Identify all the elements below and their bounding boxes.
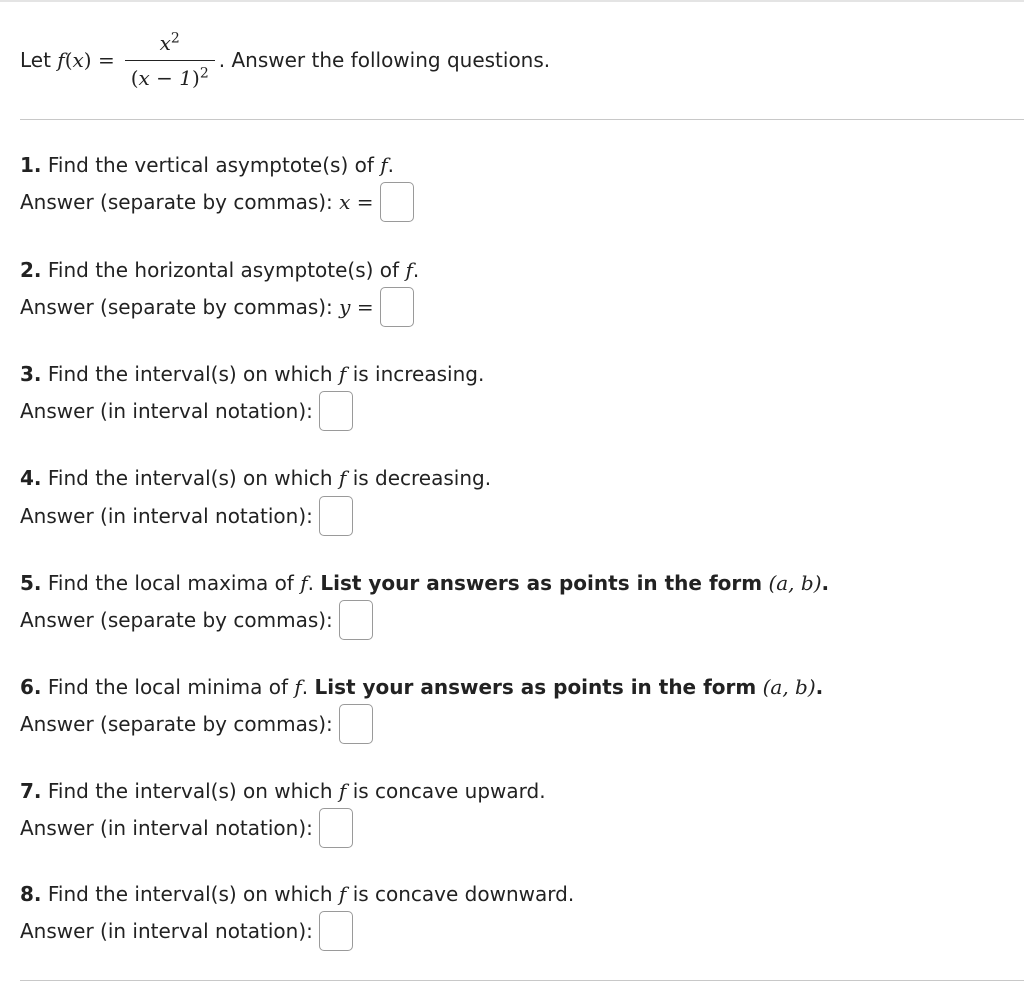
function-name: f: [57, 48, 65, 72]
fraction: [125, 30, 215, 91]
answer-input-5[interactable]: [339, 600, 373, 640]
answer-input-2[interactable]: [380, 287, 414, 327]
answer-label: Answer (in interval notation):: [20, 919, 313, 943]
question-2: 2. Find the horizontal asymptote(s) of f.: [20, 258, 420, 282]
question-4: 4. Find the interval(s) on which f is decreasing.: [20, 466, 492, 490]
question-1: 1. Find the vertical asymptote(s) of f.: [20, 153, 395, 177]
equals-sign: =: [97, 48, 115, 72]
function-arg: x: [72, 48, 84, 72]
answer-input-6[interactable]: [339, 704, 373, 744]
answer-label: Answer (in interval notation):: [20, 504, 313, 528]
problem-statement: Let f ( x ) = $\frac{x^2}{(x - 1)^2}$ . Answer the following questions.: [20, 29, 551, 90]
answer-row-5: [20, 600, 373, 640]
answer-input-7[interactable]: [319, 808, 353, 848]
answer-row-8: [20, 911, 353, 951]
answer-input-1[interactable]: [380, 182, 414, 222]
answer-label: Answer (separate by commas):: [20, 608, 333, 632]
intro-let: Let: [20, 48, 51, 72]
answer-label: Answer (separate by commas):: [20, 295, 333, 319]
question-6: 6. Find the local minima of f. List your answers as points in the form (a, b).: [20, 675, 824, 699]
answer-row-1: Answer (separate by commas): x =: [20, 182, 414, 222]
answer-label: Answer (in interval notation):: [20, 816, 313, 840]
question-3: 3. Find the interval(s) on which f is increasing.: [20, 362, 485, 386]
answer-input-8[interactable]: [319, 911, 353, 951]
question-8: 8. Find the interval(s) on which f is concave downward.: [20, 882, 575, 906]
question-5: 5. Find the local maxima of f. List your answers as points in the form (a, b).: [20, 571, 830, 595]
answer-row-2: Answer (separate by commas): y =: [20, 287, 414, 327]
intro-tail: . Answer the following questions.: [218, 48, 551, 72]
answer-label: Answer (in interval notation):: [20, 399, 313, 423]
answer-row-3: [20, 391, 353, 431]
answer-label: Answer (separate by commas):: [20, 712, 333, 736]
question-7: 7. Find the interval(s) on which f is concave upward.: [20, 779, 546, 803]
answer-input-3[interactable]: [319, 391, 353, 431]
answer-input-4[interactable]: [319, 496, 353, 536]
fraction-numerator: $x^2$: [159, 29, 180, 55]
fraction-denominator: $(x - 1)^2$: [125, 60, 215, 91]
bottom-divider: [20, 980, 1024, 981]
answer-row-7: [20, 808, 353, 848]
answer-row-4: [20, 496, 353, 536]
answer-label: Answer (separate by commas):: [20, 190, 333, 214]
top-divider: [20, 119, 1024, 120]
answer-row-6: [20, 704, 373, 744]
